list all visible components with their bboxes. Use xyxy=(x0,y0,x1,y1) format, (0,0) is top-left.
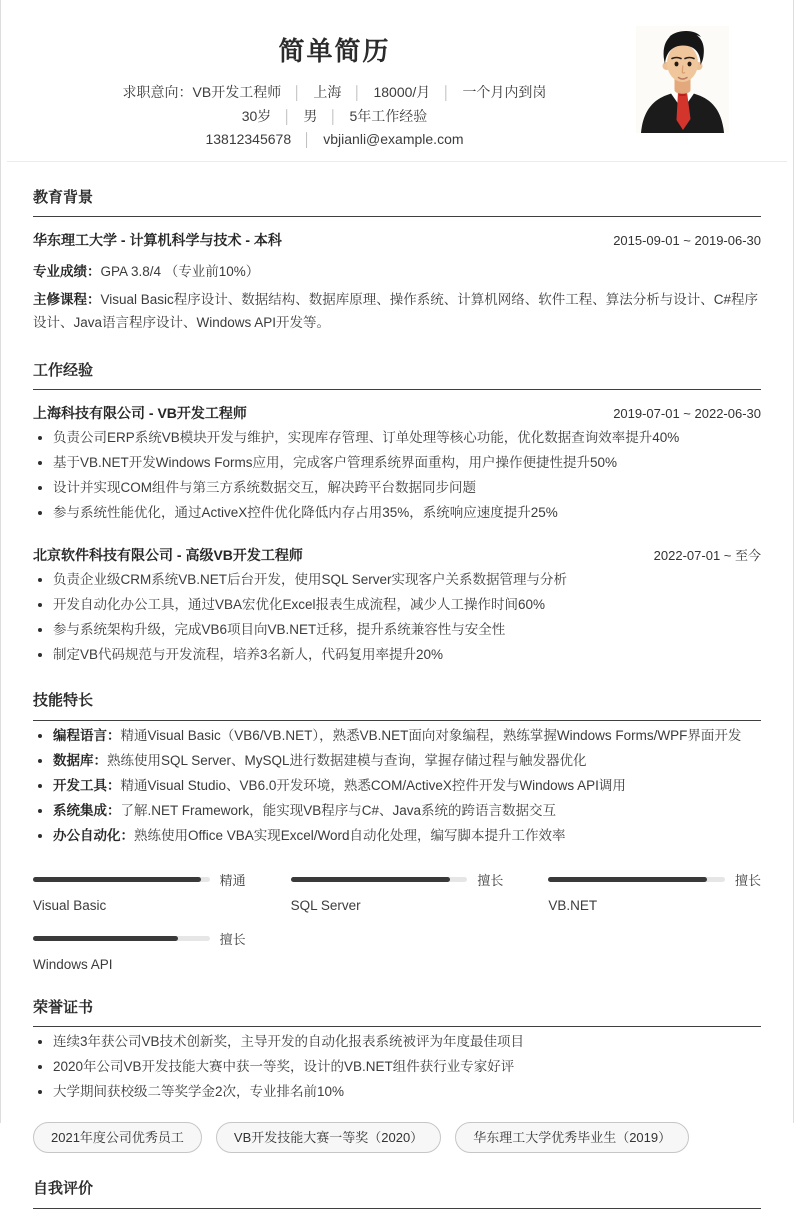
work-bullet-list xyxy=(33,570,761,665)
work-bullet: 制定VB代码规范与开发流程，培养3名新人，代码复用率提升20% xyxy=(33,645,761,665)
section-honors xyxy=(7,998,787,1154)
school-name: 华东理工大学 - 计算机科学与技术 - 本科 xyxy=(33,232,282,248)
detail-text: Visual Basic程序设计、数据结构、数据库原理、操作系统、计算机网络、软件工程、算法分析与设计、C#程序设计、Java语言程序设计、Windows API开发等。 xyxy=(33,292,759,331)
skill-name: Windows API xyxy=(33,956,113,972)
personal-info-line xyxy=(33,105,636,129)
skill-bar-track xyxy=(548,877,725,882)
education-entry-header xyxy=(33,230,761,250)
detail-label: 专业成绩： xyxy=(33,264,101,279)
profile-photo xyxy=(636,26,729,133)
company-role: 上海科技有限公司 - VB开发工程师 xyxy=(33,405,247,422)
section-title-self-eval: 自我评价 xyxy=(33,1179,761,1209)
personal-info-item: │ 男 xyxy=(271,108,317,124)
work-entry-1 xyxy=(33,403,761,523)
skills-bullet-list xyxy=(33,726,761,846)
skill-bar xyxy=(291,870,504,913)
header-divider xyxy=(7,161,787,162)
skill-text: 了解.NET Framework，能实现VB程序与C#、Java系统的跨语言数据交互 xyxy=(120,802,557,818)
skill-label: 系统集成： xyxy=(53,802,121,818)
skill-bar-row xyxy=(291,870,504,889)
detail-text: GPA 3.8/4 （专业前10%） xyxy=(100,264,260,279)
job-intent-item: │ 18000/月 xyxy=(341,84,430,100)
skill-label: 数据库： xyxy=(53,752,107,768)
skill-text: 熟练使用Office VBA实现Excel/Word自动化处理，编写脚本提升工作效率 xyxy=(134,827,566,843)
skill-bar xyxy=(33,929,246,972)
honor-bullet: 2020年公司VB开发技能大赛中获一等奖，设计的VB.NET组件获行业专家好评 xyxy=(33,1057,761,1077)
section-title-honors: 荣誉证书 xyxy=(33,998,761,1028)
header-info-lines xyxy=(33,81,636,152)
skill-bar-track xyxy=(33,936,210,941)
personal-info-item: │ 5年工作经验 xyxy=(317,108,427,124)
section-skills xyxy=(7,691,787,972)
skill-name: Visual Basic xyxy=(33,897,107,913)
job-intent-item: │ 上海 xyxy=(281,84,341,100)
resume-header xyxy=(7,0,787,152)
work-bullet: 负责企业级CRM系统VB.NET后台开发，使用SQL Server实现客户关系数据管理与分析 xyxy=(33,570,761,590)
section-title-skills: 技能特长 xyxy=(33,691,761,721)
job-intent-item: 求职意向：VB开发工程师 xyxy=(122,84,282,100)
skill-bars xyxy=(33,870,761,972)
work-entry-2 xyxy=(33,545,761,665)
section-title-education: 教育背景 xyxy=(33,188,761,218)
skill-label: 开发工具： xyxy=(53,777,121,793)
detail-label: 主修课程： xyxy=(33,292,101,308)
honors-bullet-list xyxy=(33,1032,761,1102)
skill-bar xyxy=(548,870,761,913)
skill-bar-row xyxy=(33,870,246,889)
skill-name: VB.NET xyxy=(548,897,598,913)
skill-text: 熟练使用SQL Server、MySQL进行数据建模与查询，掌握存储过程与触发器优化 xyxy=(107,752,587,768)
header-text-block xyxy=(33,26,636,152)
work-date-range: 2022-07-01 ~ 至今 xyxy=(653,548,761,564)
profile-photo-illustration xyxy=(636,26,729,133)
skill-bullet xyxy=(33,776,761,796)
work-bullet: 参与系统性能优化，通过ActiveX控件优化降低内存占用35%，系统响应速度提升25% xyxy=(33,503,761,523)
skill-bar-fill xyxy=(291,877,450,882)
skill-bullet xyxy=(33,826,761,846)
contact-item: 13812345678 xyxy=(205,131,292,147)
skill-bar-fill xyxy=(33,936,178,941)
skill-text: 精通Visual Basic（VB6/VB.NET），熟悉VB.NET面向对象编程，熟练掌握Windows Forms/WPF界面开发 xyxy=(120,727,742,743)
education-date-range: 2015-09-01 ~ 2019-06-30 xyxy=(613,233,761,248)
skill-label: 办公自动化： xyxy=(53,827,134,843)
work-bullet: 参与系统架构升级，完成VB6项目向VB.NET迁移，提升系统兼容性与安全性 xyxy=(33,620,761,640)
education-details xyxy=(33,260,761,335)
skill-label: 编程语言： xyxy=(53,727,121,743)
education-detail-line xyxy=(33,260,761,283)
skill-bar-fill xyxy=(33,877,201,882)
skill-bar-row xyxy=(548,870,761,889)
section-work xyxy=(7,361,787,666)
job-intent-item: │ 一个月内到岗 xyxy=(430,84,546,100)
honor-badge: 2021年度公司优秀员工 xyxy=(33,1122,202,1153)
skill-name: SQL Server xyxy=(290,897,361,913)
company-role: 北京软件科技有限公司 - 高级VB开发工程师 xyxy=(33,547,303,564)
skill-level-label: 擅长 xyxy=(477,872,504,888)
honor-badges xyxy=(33,1122,761,1153)
work-entry-header xyxy=(33,545,761,565)
personal-info-item: 30岁 xyxy=(241,107,272,124)
skill-bullet xyxy=(33,751,761,771)
work-bullet-list xyxy=(33,428,761,523)
honor-bullet: 连续3年获公司VB技术创新奖，主导开发的自动化报表系统被评为年度最佳项目 xyxy=(33,1032,761,1052)
skill-text: 精通Visual Studio、VB6.0开发环境，熟悉COM/ActiveX控件开发与Windows API调用 xyxy=(120,777,626,793)
work-bullet: 设计并实现COM组件与第三方系统数据交互，解决跨平台数据同步问题 xyxy=(33,478,761,498)
resume-title: 简单简历 xyxy=(278,36,391,66)
skill-level-label: 擅长 xyxy=(734,872,761,888)
education-detail-line xyxy=(33,288,761,334)
work-bullet: 负责公司ERP系统VB模块开发与维护，实现库存管理、订单处理等核心功能，优化数据查询效率提升40% xyxy=(33,428,761,448)
section-title-work: 工作经验 xyxy=(33,361,761,391)
skill-bar-track xyxy=(33,877,210,882)
skill-level-label: 擅长 xyxy=(219,931,246,947)
contact-line xyxy=(33,128,636,152)
work-entry-header xyxy=(33,403,761,423)
honor-bullet: 大学期间获校级二等奖学金2次，专业排名前10% xyxy=(33,1082,761,1102)
skill-bar xyxy=(33,870,246,913)
honor-badge: 华东理工大学优秀毕业生（2019） xyxy=(455,1122,689,1153)
skill-level-label: 精通 xyxy=(219,872,246,888)
skill-bullet xyxy=(33,726,761,746)
honor-badge: VB开发技能大赛一等奖（2020） xyxy=(216,1122,441,1153)
skill-bar-track xyxy=(291,877,468,882)
work-bullet: 基于VB.NET开发Windows Forms应用，完成客户管理系统界面重构，用户操作便捷性提升50% xyxy=(33,453,761,473)
skill-bar-row xyxy=(33,929,246,948)
job-intent-line xyxy=(33,81,636,105)
work-bullet: 开发自动化办公工具，通过VBA宏优化Excel报表生成流程，减少人工操作时间60% xyxy=(33,595,761,615)
skill-bar-fill xyxy=(548,877,707,882)
work-date-range: 2019-07-01 ~ 2022-06-30 xyxy=(613,406,761,422)
section-self-eval xyxy=(7,1179,787,1209)
skill-bullet xyxy=(33,801,761,821)
contact-item: │ vbjianli@example.com xyxy=(291,131,463,147)
section-education xyxy=(7,188,787,335)
